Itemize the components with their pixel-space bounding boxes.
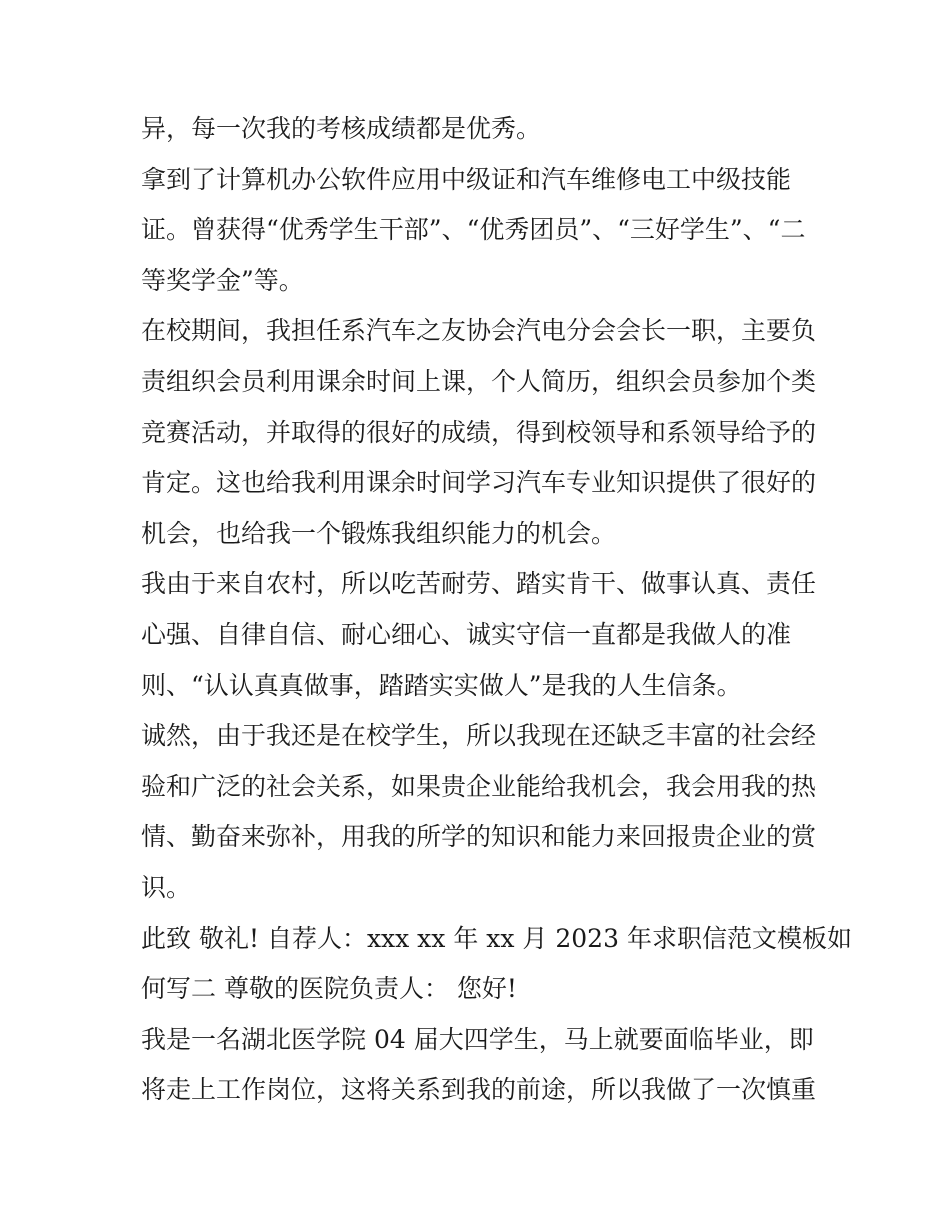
text-line: 诚然，由于我还是在校学生，所以我现在还缺乏丰富的社会经 <box>141 721 817 751</box>
text-line: 我是一名湖北医学院 04 届大四学生，马上就要面临毕业，即 <box>141 1024 814 1054</box>
text-line: 此致 敬礼! 自荐人：xxx xx 年 xx 月 2023 年求职信范文模板如 <box>141 923 852 953</box>
text-line: 何写二 尊敬的医院负责人： 您好! <box>141 974 517 1004</box>
text-line: 心强、自律自信、耐心细心、诚实守信一直都是我做人的准 <box>141 619 792 649</box>
text-line: 拿到了计算机办公软件应用中级证和汽车维修电工中级技能 <box>141 164 792 194</box>
text-line: 等奖学金”等。 <box>141 265 304 295</box>
text-line: 机会，也给我一个锻炼我组织能力的机会。 <box>141 518 617 548</box>
text-line: 验和广泛的社会关系，如果贵企业能给我机会，我会用我的热 <box>141 771 817 801</box>
text-line: 竞赛活动，并取得的很好的成绩，得到校领导和系领导给予的 <box>141 417 817 447</box>
document-body <box>141 104 852 1116</box>
text-line: 异，每一次我的考核成绩都是优秀。 <box>141 114 542 143</box>
text-line: 识。 <box>141 872 192 902</box>
text-line: 将走上工作岗位，这将关系到我的前途，所以我做了一次慎重 <box>141 1075 817 1105</box>
text-line: 肯定。这也给我利用课余时间学习汽车专业知识提供了很好的 <box>141 468 817 498</box>
text-line: 情、勤奋来弥补，用我的所学的知识和能力来回报贵企业的赏 <box>141 822 817 852</box>
text-line: 责组织会员利用课余时间上课，个人简历，组织会员参加个类 <box>141 366 817 396</box>
text-line: 则、“认认真真做事，踏踏实实做人”是我的人生信条。 <box>141 670 742 700</box>
text-line: 证。曾获得“优秀学生干部”、“优秀团员”、“三好学生”、“二 <box>141 215 806 245</box>
text-line: 在校期间，我担任系汽车之友协会汽电分会会长一职，主要负 <box>141 316 817 346</box>
text-line: 我由于来自农村，所以吃苦耐劳、踏实肯干、做事认真、责任 <box>141 569 817 599</box>
